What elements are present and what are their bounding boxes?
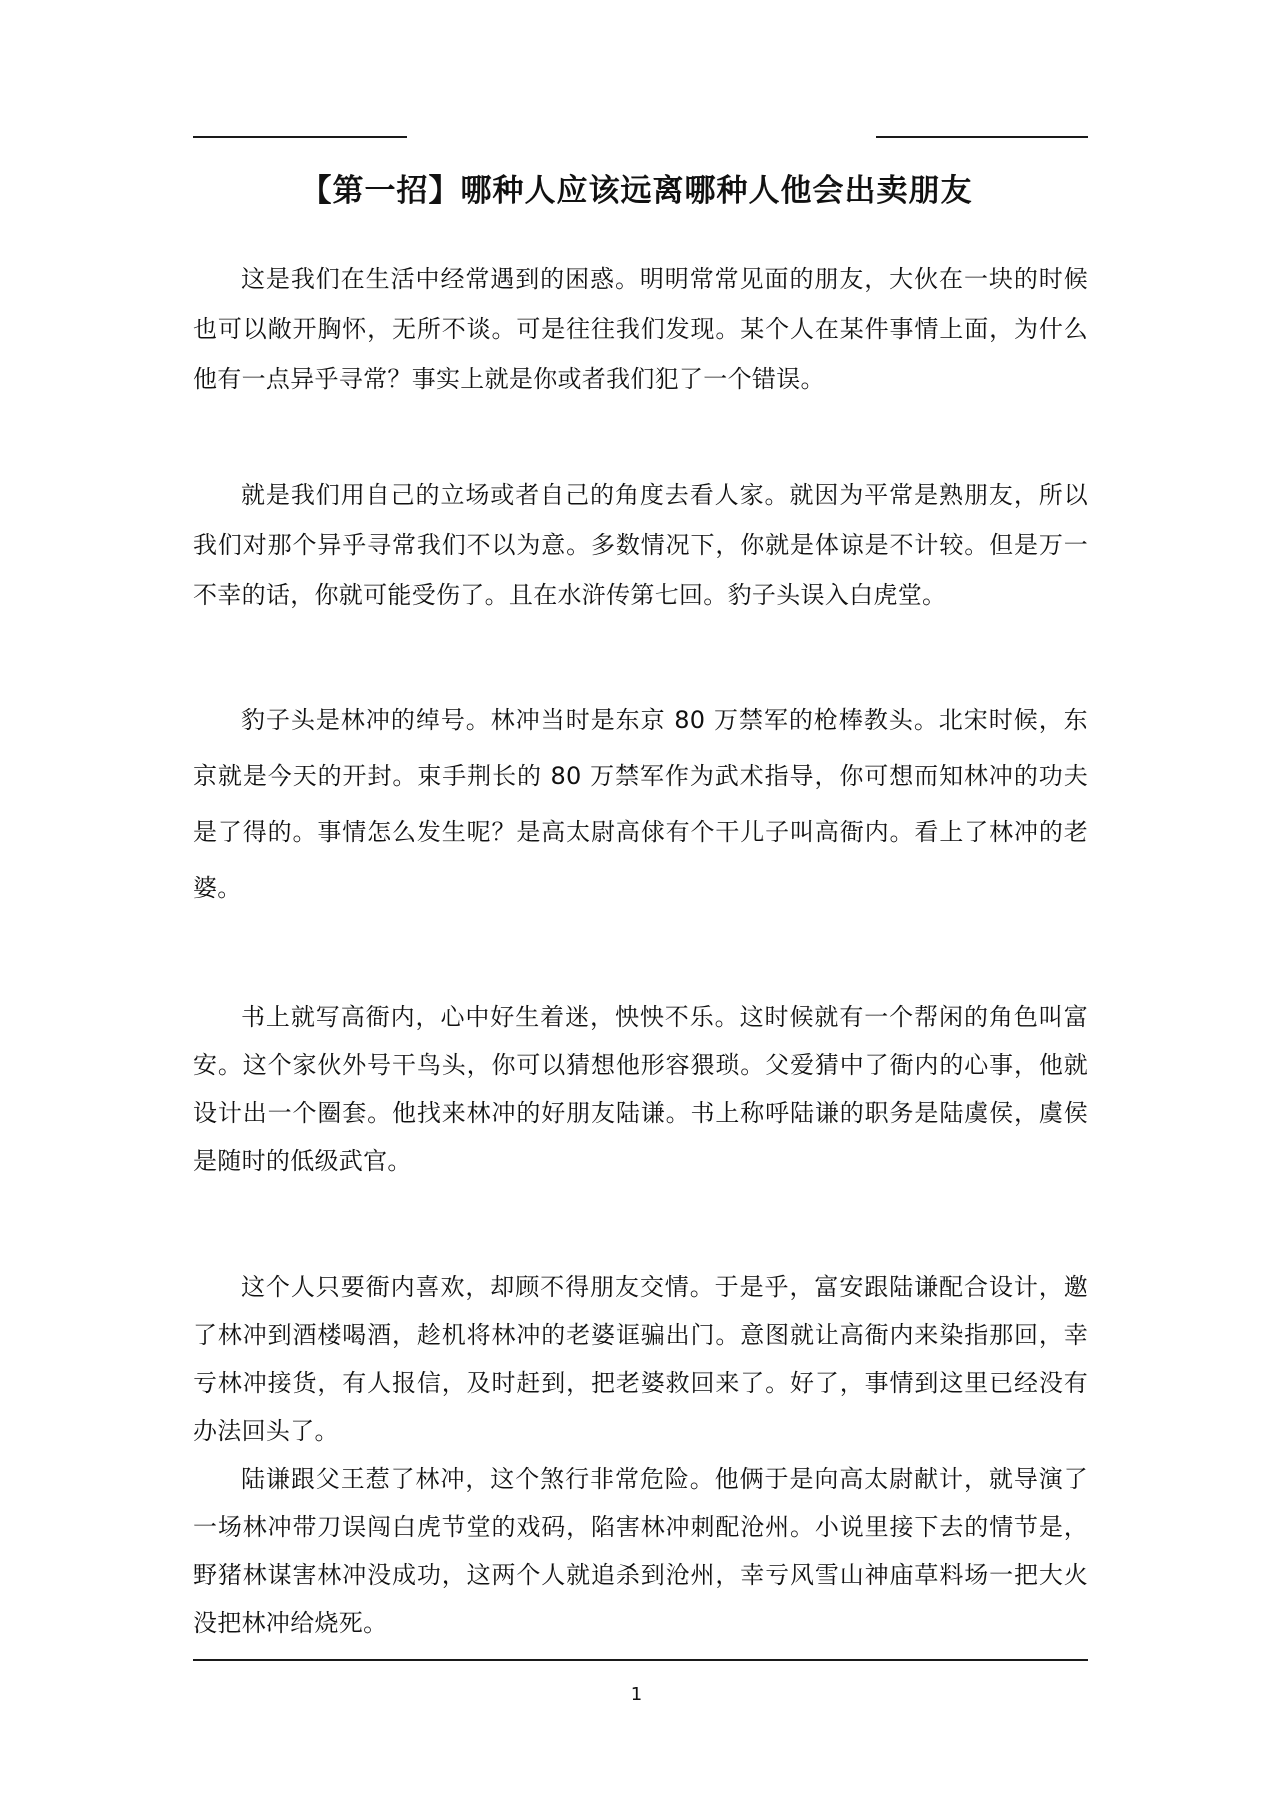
page-number: 1 xyxy=(630,1684,643,1705)
page-title: 【第一招】哪种人应该远离哪种人他会出卖朋友 xyxy=(300,173,973,209)
paragraph-6: 陆谦跟父王惹了林冲，这个煞行非常危险。他俩于是向高太尉献计，就导演了一场林冲带刀误闯白虎节堂的戏码，陷害林冲刺配沧州。小说里接下去的情节是，野猪林谋害林冲没成功，这两个人就追杀到沧州，幸亏风雪山神庙草料场一把大火没把林冲给烧死。 xyxy=(193,1465,1088,1637)
paragraph-4: 书上就写高衙内，心中好生着迷，怏怏不乐。这时候就有一个帮闲的角色叫富安。这个家伙外号干鸟头，你可以猜想他形容猥琐。父爱猜中了衙内的心事，他就设计出一个圈套。他找来林冲的好朋友陆谦。书上称呼陆谦的职务是陆虞侯，虞侯是随时的低级武官。 xyxy=(193,1003,1088,1175)
paragraph-2: 就是我们用自己的立场或者自己的角度去看人家。就因为平常是熟朋友，所以我们对那个异乎寻常我们不以为意。多数情况下，你就是体谅是不计较。但是万一不幸的话，你就可能受伤了。且在水浒传第七回。豹子头误入白虎堂。 xyxy=(193,481,1088,609)
header-rule-left xyxy=(193,136,407,138)
paragraph-5: 这个人只要衙内喜欢，却顾不得朋友交情。于是乎，富安跟陆谦配合设计，邀了林冲到酒楼喝酒，趁机将林冲的老婆诓骗出门。意图就让高衙内来染指那回，幸亏林冲接货，有人报信，及时赶到，把老婆救回来了。好了，事情到这里已经没有办法回头了。 xyxy=(193,1273,1088,1445)
footer-rule xyxy=(193,1659,1088,1661)
paragraph-1: 这是我们在生活中经常遇到的困惑。明明常常见面的朋友，大伙在一块的时候也可以敞开胸怀，无所不谈。可是往往我们发现。某个人在某件事情上面，为什么他有一点异乎寻常？事实上就是你或者我们犯了一个错误。 xyxy=(193,265,1088,393)
header-rule-right xyxy=(876,136,1088,138)
paragraph-3: 豹子头是林冲的绰号。林冲当时是东京 80 万禁军的枪棒教头。北宋时候，东京就是今天的开封。束手荆长的 80 万禁军作为武术指导，你可想而知林冲的功夫是了得的。事情怎么发生呢？是高太尉高俅有个干儿子叫高衙内。看上了林冲的老婆。 xyxy=(193,706,1088,902)
